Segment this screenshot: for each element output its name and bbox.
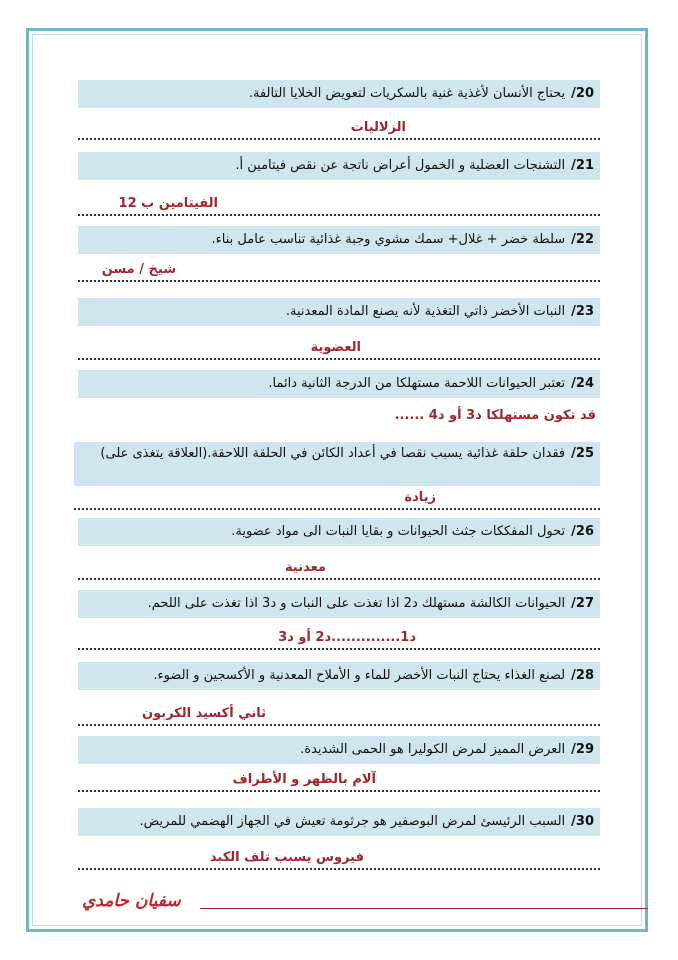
question-number: 21/ — [571, 158, 594, 173]
question-item — [78, 808, 600, 876]
dotted-line — [78, 280, 600, 282]
question-number: 25/ — [571, 446, 594, 461]
answer-line — [78, 404, 600, 434]
question-item — [74, 442, 600, 516]
question-item — [78, 370, 600, 434]
question-item — [78, 152, 600, 222]
dotted-line — [78, 648, 600, 650]
answer-text: معدنية — [281, 560, 330, 575]
answer-text: الزلاليات — [347, 120, 410, 135]
question-text: العرض المميز لمرض الكوليرا هو الحمى الشديدة. — [300, 742, 566, 757]
dotted-line — [78, 790, 600, 792]
answer-line — [78, 702, 600, 732]
question-bar — [78, 808, 600, 836]
question-number: 26/ — [571, 524, 594, 539]
question-number: 28/ — [571, 668, 594, 683]
question-item — [78, 80, 600, 146]
question-item — [78, 662, 600, 732]
question-text: الحيوانات الكالشة مستهلك د2 اذا تغذت على النبات و د3 اذا تغذت على اللحم. — [147, 596, 566, 611]
question-number: 30/ — [571, 814, 594, 829]
question-bar — [78, 662, 600, 690]
question-text: يحتاج الأنسان لأغذية غنية بالسكريات لتعويض الخلايا التالفة. — [248, 86, 566, 101]
dotted-line — [78, 358, 600, 360]
answer-text: زيادة — [400, 490, 440, 505]
signature: سفيان حامدي — [82, 891, 181, 911]
answer-line — [74, 486, 600, 516]
signature-line — [200, 908, 648, 909]
question-item — [78, 226, 600, 288]
answer-line — [78, 258, 600, 288]
question-text: فقدان حلقة غذائية يسبب نقصا في أعداد الكائن في الحلقة اللاحقة.(العلاقة يتغذى على) — [100, 446, 566, 461]
question-bar — [74, 442, 600, 486]
question-text: السبب الرئيسئ لمرض البوصفير هو جرثومة تعيش في الجهاز الهضمي للمريض. — [139, 814, 566, 829]
question-bar — [78, 298, 600, 326]
question-bar — [78, 590, 600, 618]
answer-text: شيخ / مسن — [98, 262, 180, 277]
question-text: التشنجات العضلية و الخمول أعراض ناتجة عن نقص فيتامين أ. — [235, 158, 566, 173]
dotted-line — [78, 138, 600, 140]
question-number: 23/ — [571, 304, 594, 319]
answer-line — [78, 768, 600, 798]
question-text: سلطة خضر + غلال+ سمك مشوي وجبة غذائية تناسب عامل بناء. — [211, 232, 566, 247]
question-bar — [78, 736, 600, 764]
question-number: 22/ — [571, 232, 594, 247]
dotted-line — [78, 214, 600, 216]
question-item — [78, 518, 600, 586]
question-number: 24/ — [571, 376, 594, 391]
answer-text: قد تكون مستهلكا د3 أو د4 ...... — [391, 408, 600, 423]
answer-text: د1..............د2 أو د3 — [274, 630, 420, 645]
question-text: تحول المفككات جثث الحيوانات و بقايا النبات الى مواد عضوية. — [231, 524, 566, 539]
answer-text: ثاني أكسيد الكربون — [138, 706, 270, 721]
question-number: 20/ — [571, 86, 594, 101]
question-bar — [78, 152, 600, 180]
question-text: النبات الأخضر ذاتي التغذية لأنه يصنع المادة المعدنية. — [285, 304, 566, 319]
answer-line — [78, 192, 600, 222]
answer-line — [78, 846, 600, 876]
answer-text: الفيتامين ب 12 — [115, 196, 222, 211]
question-number: 29/ — [571, 742, 594, 757]
question-number: 27/ — [571, 596, 594, 611]
question-bar — [78, 370, 600, 398]
question-bar — [78, 80, 600, 108]
question-item — [78, 298, 600, 366]
question-item — [78, 736, 600, 798]
question-bar — [78, 518, 600, 546]
answer-line — [78, 116, 600, 146]
answer-text: فيروس يسبب تلف الكبد — [206, 850, 368, 865]
question-text: لصنع الغذاء يحتاج النبات الأخضر للماء و الأملاح المعدنية و الأكسجين و الضوء. — [153, 668, 566, 683]
answer-line — [78, 556, 600, 586]
dotted-line — [74, 508, 600, 510]
answer-text: العضوية — [307, 340, 365, 355]
question-bar — [78, 226, 600, 254]
dotted-line — [78, 868, 600, 870]
answer-line — [78, 336, 600, 366]
question-item — [78, 590, 600, 656]
question-text: تعتبر الحيوانات اللاحمة مستهلكا من الدرجة الثانية دائما. — [268, 376, 566, 391]
answer-text: آلام بالظهر و الأطراف — [229, 772, 380, 787]
dotted-line — [78, 578, 600, 580]
answer-line — [78, 626, 600, 656]
dotted-line — [78, 724, 600, 726]
